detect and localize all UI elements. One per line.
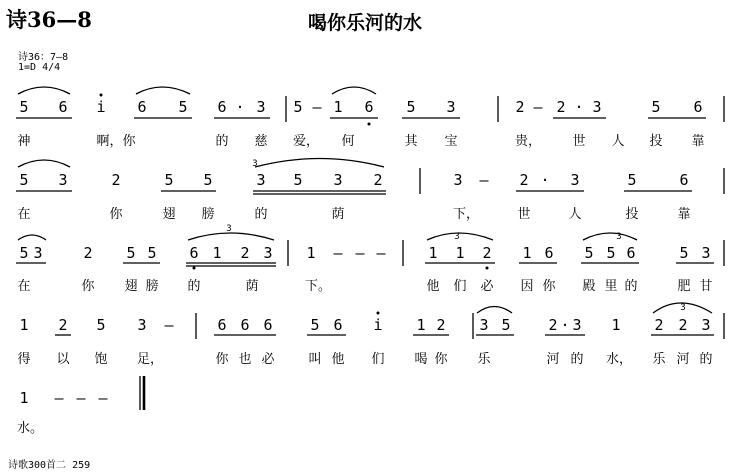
note: – (479, 171, 489, 189)
note: – (355, 244, 365, 262)
note: – (312, 98, 322, 116)
low-octave-dot (368, 123, 371, 126)
lyric: 世 (517, 207, 531, 222)
note: 3 (33, 244, 43, 262)
note: – (76, 389, 86, 407)
hymn-number: 诗36—8 (6, 7, 92, 32)
note: 1 (428, 244, 438, 262)
lyric: 靠 (691, 134, 705, 149)
note: 3 (58, 171, 68, 189)
lyric: 荫 (245, 279, 259, 294)
note: 6 (58, 98, 68, 116)
note: 3 (479, 316, 489, 334)
high-octave-dot (377, 312, 380, 315)
slur (332, 87, 376, 94)
lyric: 以 (56, 352, 70, 367)
note: 6 (137, 98, 147, 116)
note: – (333, 244, 343, 262)
note: 6 (263, 316, 273, 334)
song-title: 喝你乐河的水 (308, 12, 423, 34)
note: 5 (126, 244, 136, 262)
note: 6 (544, 244, 554, 262)
lyric: 翅 (124, 279, 138, 294)
note: 5 (651, 98, 661, 116)
note: 6 (626, 244, 636, 262)
note: 6 (333, 316, 343, 334)
lyric: 得 (17, 352, 31, 367)
source-footer: 诗歌300首二 259 (8, 460, 91, 471)
note: 1 (455, 244, 465, 262)
note: 5 (178, 98, 188, 116)
triplet-mark: 3 (680, 303, 686, 313)
lyric: 必 (261, 352, 275, 367)
lyric: 也 (238, 352, 252, 367)
lyric: 在 (17, 279, 31, 294)
lyric: 膀 (201, 207, 215, 222)
note: 2 (556, 98, 566, 116)
note: 5 (293, 171, 303, 189)
lyric: 殿 (582, 279, 596, 294)
lyric: 下， (452, 207, 479, 222)
lyric: 水， (605, 352, 632, 367)
note: – (54, 389, 64, 407)
lyric: 的 (215, 134, 229, 149)
triplet-mark: 3 (616, 232, 622, 242)
note: 5 (203, 171, 213, 189)
slur (18, 235, 46, 240)
triplet-mark: 3 (252, 159, 258, 169)
lyric: 甘 (699, 279, 713, 294)
lyric: 慈 (254, 134, 268, 149)
note: 5 (584, 244, 594, 262)
lyric: 河 (676, 352, 690, 367)
lyric: 的 (699, 352, 713, 367)
triplet-mark: 3 (454, 232, 460, 242)
note: 3 (256, 98, 266, 116)
slur (18, 87, 70, 94)
slur (427, 233, 493, 240)
triplet-mark: 3 (226, 224, 232, 234)
slur (583, 233, 637, 240)
lyric: 其 (404, 134, 418, 149)
lyric: 的 (624, 279, 638, 294)
note: 5 (310, 316, 320, 334)
lyric: 的 (187, 279, 201, 294)
note: 1 (212, 244, 222, 262)
note: 3 (446, 98, 456, 116)
lyric: 足， (136, 352, 163, 367)
lyric: 你 (109, 207, 123, 222)
lyric: 河 (546, 352, 560, 367)
lyric: 们 (453, 279, 467, 294)
lyric: 的 (254, 207, 268, 222)
note: 3 (701, 316, 711, 334)
lyric: 神 (17, 134, 31, 149)
lyric: 翅 (162, 207, 176, 222)
note: 6 (189, 244, 199, 262)
note: 3 (572, 316, 582, 334)
slur (18, 160, 70, 167)
lyric: 的 (570, 352, 584, 367)
note: – (376, 244, 386, 262)
lyric: 肥 (677, 279, 691, 294)
lyric: 人 (611, 134, 625, 149)
note: 1 (19, 316, 29, 334)
lyric: 啊，你 (96, 134, 136, 149)
note: – (98, 389, 108, 407)
note: – (533, 98, 543, 116)
lyric: 你 (434, 352, 448, 367)
note: · (560, 316, 570, 334)
note: 2 (111, 171, 121, 189)
note: 1 (19, 389, 29, 407)
note: 1 (333, 98, 343, 116)
note: 6 (240, 316, 250, 334)
note: 1 (416, 316, 426, 334)
note: 2 (519, 171, 529, 189)
lyric: 人 (568, 207, 582, 222)
note: 6 (217, 316, 227, 334)
note: 2 (678, 316, 688, 334)
note: 6 (217, 98, 227, 116)
lyric: 在 (17, 207, 31, 222)
lyric: 爱， (292, 134, 319, 149)
lyric: 世 (572, 134, 586, 149)
note: 1 (522, 244, 532, 262)
note: 3 (333, 171, 343, 189)
note: 2 (240, 244, 250, 262)
note: 5 (679, 244, 689, 262)
note: 6 (364, 98, 374, 116)
lyric: 里 (604, 279, 618, 294)
lyric: 乐 (652, 352, 666, 367)
low-octave-dot (193, 267, 196, 270)
lyric: 他 (331, 352, 345, 367)
note: 6 (693, 98, 703, 116)
lyric: 因 (520, 279, 534, 294)
lyric: 喝 (414, 352, 428, 367)
note: – (164, 316, 174, 334)
note: 5 (293, 98, 303, 116)
lyric: 投 (649, 134, 663, 149)
note: 5 (19, 171, 29, 189)
note: 3 (256, 171, 266, 189)
lyric: 水。 (16, 421, 43, 436)
lyric: 荫 (331, 207, 345, 222)
lyric: 必 (480, 279, 494, 294)
slur (477, 307, 512, 314)
lyric: 们 (371, 352, 385, 367)
lyric: 贵， (514, 134, 541, 149)
note: 2 (373, 171, 383, 189)
note: 2 (436, 316, 446, 334)
note: · (540, 171, 550, 189)
lyric: 宝 (444, 134, 458, 149)
note: 3 (137, 316, 147, 334)
note: 2 (482, 244, 492, 262)
note: 5 (164, 171, 174, 189)
lyric: 你 (542, 279, 556, 294)
note: i (96, 98, 106, 116)
note: 2 (654, 316, 664, 334)
slur (136, 87, 190, 94)
note: 5 (19, 244, 29, 262)
note: 3 (453, 171, 463, 189)
note: 2 (83, 244, 93, 262)
note: 2 (515, 98, 525, 116)
lyric: 叫 (308, 352, 322, 367)
lyric: 靠 (677, 207, 691, 222)
lyric: 乐 (477, 352, 491, 367)
lyric: 饱 (94, 352, 108, 367)
note: · (574, 98, 584, 116)
lyric: 投 (625, 207, 639, 222)
note: · (235, 98, 245, 116)
key-signature: 1=D 4/4 (18, 62, 61, 73)
note: 5 (627, 171, 637, 189)
scripture-reference: 诗36：7—8 (18, 52, 69, 63)
low-octave-dot (486, 267, 489, 270)
note: 5 (96, 316, 106, 334)
high-octave-dot (100, 94, 103, 97)
note: 1 (611, 316, 621, 334)
lyric: 下。 (304, 279, 331, 294)
lyric: 你 (81, 279, 95, 294)
lyric: 膀 (145, 279, 159, 294)
lyric: 他 (426, 279, 440, 294)
note: 5 (606, 244, 616, 262)
note: 5 (501, 316, 511, 334)
note: 5 (406, 98, 416, 116)
slur (188, 233, 274, 240)
lyric: 你 (215, 352, 229, 367)
note: 5 (19, 98, 29, 116)
note: 3 (570, 171, 580, 189)
note: 3 (701, 244, 711, 262)
note: 3 (592, 98, 602, 116)
note: 3 (263, 244, 273, 262)
note: i (373, 316, 383, 334)
note: 5 (147, 244, 157, 262)
lyric: 何 (341, 134, 355, 149)
slur (255, 159, 384, 168)
note: 1 (306, 244, 316, 262)
note: 6 (679, 171, 689, 189)
slur (653, 303, 712, 313)
note: 2 (58, 316, 68, 334)
note: 2 (548, 316, 558, 334)
